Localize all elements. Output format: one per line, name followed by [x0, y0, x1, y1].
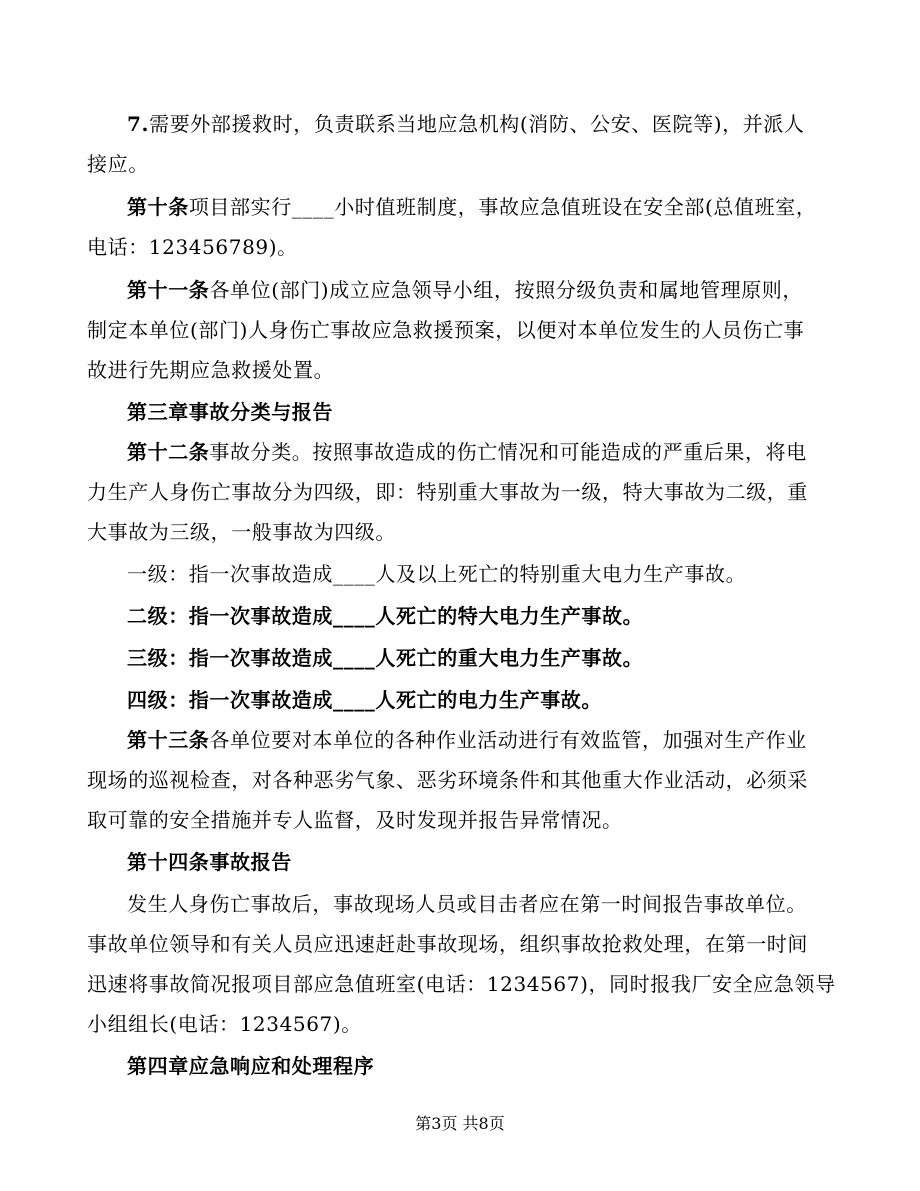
- page-footer: 第3页 共8页: [415, 1114, 505, 1133]
- bold-text: 三级：指一次事故造成____人死亡的重大电力生产事故。: [127, 646, 644, 670]
- paragraph-line: [87, 478, 837, 506]
- body-text: 发生人身伤亡事故后，事故现场人员或目击者应在第一时间报告事故单位。: [127, 892, 807, 916]
- body-text: 一级：指一次事故造成____人及以上死亡的特别重大电力生产事故。: [127, 562, 747, 586]
- body-text: 需要外部援救时，负责联系当地应急机构(消防、公安、医院等)，并派人: [149, 112, 805, 136]
- body-text: 各单位要对本单位的各种作业活动进行有效监管，加强对生产作业: [209, 728, 807, 752]
- paragraph-line: [127, 560, 877, 588]
- body-text: 制定本单位(部门)人身伤亡事故应急救援预案，以便对本单位发生的人员伤亡事: [87, 318, 805, 342]
- bold-text: 四级：指一次事故造成____人死亡的电力生产事故。: [127, 688, 602, 712]
- paragraph-line: [87, 806, 837, 834]
- body-text: 各单位(部门)成立应急领导小组，按照分级负责和属地管理原则，: [209, 278, 804, 302]
- paragraph-line: [127, 848, 877, 876]
- paragraph-line: [127, 276, 877, 304]
- body-text: 取可靠的安全措施并专人监督，及时发现并报告异常情况。: [87, 808, 623, 832]
- bold-text: 第四章应急响应和处理程序: [127, 1054, 375, 1078]
- paragraph-line: [127, 110, 877, 138]
- bold-text: 第十二条: [127, 440, 210, 464]
- paragraph-line: [127, 398, 877, 426]
- paragraph-line: [87, 233, 837, 261]
- paragraph-line: [127, 686, 877, 714]
- paragraph-line: [127, 602, 877, 630]
- paragraph-line: [87, 150, 837, 178]
- body-text: 事故分类。按照事故造成的伤亡情况和可能造成的严重后果，将电: [209, 440, 807, 464]
- bold-text: 7.: [127, 112, 150, 136]
- body-text: 故进行先期应急救援处置。: [87, 358, 335, 382]
- paragraph-line: [87, 356, 837, 384]
- bold-text: 第十四条事故报告: [127, 850, 292, 874]
- paragraph-line: [127, 726, 877, 754]
- paragraph-line: [127, 1052, 877, 1080]
- body-text: 现场的巡视检查，对各种恶劣气象、恶劣环境条件和其他重大作业活动，必须采: [87, 768, 808, 792]
- paragraph-line: [87, 1010, 837, 1038]
- bold-text: 二级：指一次事故造成____人死亡的特大电力生产事故。: [127, 604, 644, 628]
- paragraph-line: [87, 316, 837, 344]
- body-text: 接应。: [87, 152, 149, 176]
- body-text: 项目部实行____小时值班制度，事故应急值班设在安全部(总值班室，: [188, 195, 817, 219]
- bold-text: 第三章事故分类与报告: [127, 400, 333, 424]
- paragraph-line: [127, 438, 877, 466]
- body-text: 力生产人身伤亡事故分为四级，即：特别重大事故为一级，特大事故为二级，重: [87, 480, 808, 504]
- body-text: 事故单位领导和有关人员应迅速赶赴事故现场，组织事故抢救处理，在第一时间: [87, 932, 808, 956]
- paragraph-line: [127, 890, 877, 918]
- paragraph-line: [87, 970, 837, 998]
- bold-text: 第十三条: [127, 728, 210, 752]
- paragraph-line: [127, 644, 877, 672]
- paragraph-line: [127, 193, 877, 221]
- body-text: 迅速将事故简况报项目部应急值班室(电话：1234567)，同时报我厂安全应急领导: [87, 972, 836, 996]
- paragraph-line: [87, 518, 837, 546]
- body-text: 大事故为三级，一般事故为四级。: [87, 520, 396, 544]
- bold-text: 第十条: [127, 195, 189, 219]
- body-text: 小组组长(电话：1234567)。: [87, 1012, 362, 1036]
- bold-text: 第十一条: [127, 278, 210, 302]
- body-text: 电话：123456789)。: [87, 235, 298, 259]
- paragraph-line: [87, 766, 837, 794]
- paragraph-line: [87, 930, 837, 958]
